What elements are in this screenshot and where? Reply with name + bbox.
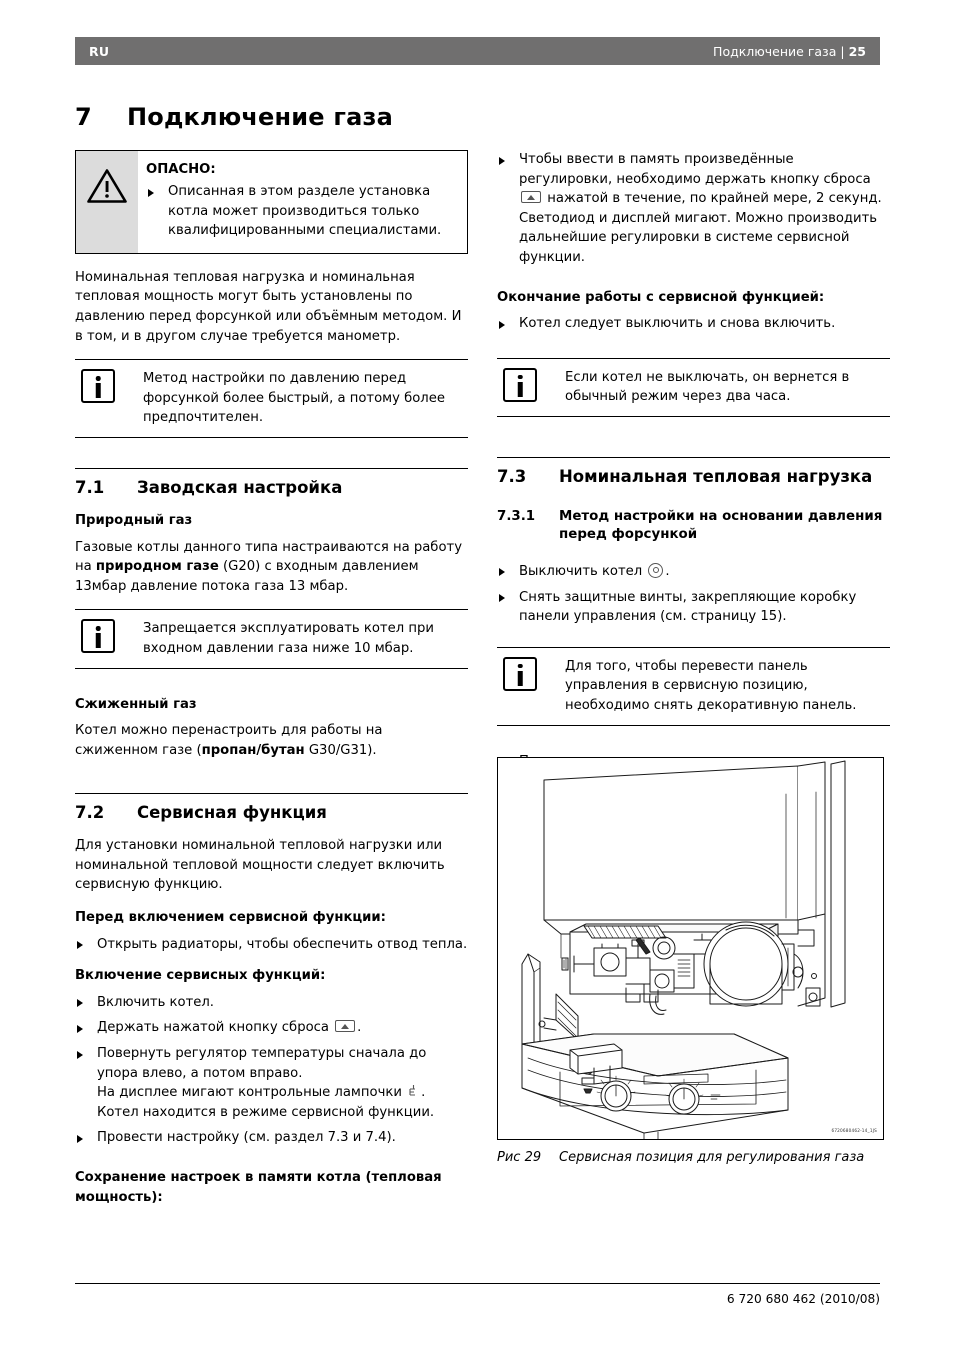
list-item (75, 935, 468, 955)
info-box-2-rule-bottom (75, 668, 468, 669)
section-71-heading (75, 478, 468, 497)
bullet-triangle-icon (77, 941, 83, 949)
info-box-1 (75, 359, 468, 438)
danger-title: ОПАСНО: (146, 162, 216, 177)
list-item-text: Включить котел. (97, 994, 215, 1010)
list-item-text: Котел следует выключить и снова включить. (519, 316, 836, 332)
natural-gas-bold: природном газе (95, 559, 219, 575)
section-731-number: 7.3.1 (497, 508, 536, 524)
section-731-bullets (497, 562, 890, 627)
list-item (75, 1018, 468, 1038)
info-icon (503, 368, 537, 402)
liquefied-gas-heading: Сжиженный газ (75, 696, 197, 712)
intro-paragraph: Номинальная тепловая нагрузка и номинальная тепловая мощность могут быть установлены по давлению перед форсункой или объёмным методом. И в том, и в другом случае требуется манометр. (75, 269, 462, 344)
section-73-title: Номинальная тепловая нагрузка (559, 466, 873, 486)
danger-icon-cell (76, 151, 138, 253)
section-72-number: 7.2 (75, 803, 105, 823)
info-box-4-rule-bottom (497, 725, 890, 726)
section-73-rule (497, 457, 890, 458)
chapter-number: 7 (75, 103, 92, 131)
bullet-triangle-icon (499, 568, 505, 576)
section-73-number: 7.3 (497, 466, 527, 486)
danger-text-cell (138, 151, 467, 253)
list-item-text: Снять защитные винты, закрепляющие коробку панели управления (см. страницу 15). (519, 589, 857, 625)
chapter-title-text: Подключение газа (127, 103, 394, 131)
info-box-2 (75, 609, 468, 668)
figure-caption (497, 1150, 897, 1165)
header-page-number: 25 (848, 43, 866, 59)
list-item-text: Открыть радиаторы, чтобы обеспечить отвод тепла. (97, 936, 468, 952)
right-column (497, 150, 890, 803)
list-item (497, 150, 890, 268)
reset-button-icon (521, 191, 541, 203)
info-box-3 (497, 358, 890, 417)
list-item (497, 314, 890, 334)
switch-on-service-heading: Включение сервисных функций: (75, 968, 326, 984)
list-item (75, 1044, 468, 1122)
bullet-triangle-icon (77, 1135, 83, 1143)
section-731-heading (497, 508, 890, 544)
memory-bullet-part2: нажатой в течение, по крайней мере, 2 секунд. Светодиод и дисплей мигают. Можно производить дальнейшие регулировки в системе сервисной функции. (519, 191, 882, 265)
section-72-rule (75, 793, 468, 794)
end-service-heading: Окончание работы с сервисной функцией: (497, 289, 825, 305)
bullet-triangle-icon (148, 189, 154, 197)
info-box-3-icon-cell (497, 368, 565, 407)
memory-bullet-list (497, 150, 890, 268)
header-section-title: Подключение газа (713, 43, 837, 59)
section-72-title: Сервисная функция (137, 803, 327, 823)
warning-triangle-icon (86, 167, 128, 205)
list-item-text-before: Держать нажатой кнопку сброса (97, 1020, 334, 1036)
bullet-triangle-icon (499, 594, 505, 602)
section-71-title: Заводская настройка (137, 477, 343, 497)
footer-document-number: 6 720 680 462 (2010/08) (726, 1292, 880, 1306)
boiler-service-position-illustration (498, 758, 883, 1139)
info-box-4 (497, 647, 890, 726)
info-box-4-text: Для того, чтобы перевести панель управления в сервисную позицию, необходимо снять декоративную панель. (565, 658, 857, 713)
danger-notice-box (75, 150, 468, 254)
natural-gas-heading: Природный газ (75, 512, 193, 528)
list-item (75, 993, 468, 1013)
section-731-title: Метод настройки на основании давления перед форсункой (559, 508, 883, 542)
info-icon (503, 657, 537, 691)
section-71-number: 7.1 (75, 477, 105, 497)
info-box-1-rule-bottom (75, 437, 468, 438)
liquefied-gas-bold: пропан/бутан (201, 742, 305, 758)
list-item (75, 1128, 468, 1148)
bullet-triangle-icon (77, 1025, 83, 1033)
section-72-intro: Для установки номинальной тепловой нагрузки или номинальной тепловой мощности следует включить сервисную функцию. (75, 838, 445, 893)
switch-on-service-bullets (75, 993, 468, 1148)
page-header (75, 37, 880, 65)
list-item-text-line1: Повернуть регулятор температуры сначала до упора влево, а потом вправо. (97, 1046, 427, 1081)
list-item-text-after: . (665, 563, 670, 579)
before-service-bullets (75, 935, 468, 955)
liquefied-gas-paragraph (75, 721, 468, 760)
info-box-1-icon-cell (75, 369, 143, 428)
list-item-text: Провести настройку (см. раздел 7.3 и 7.4). (97, 1130, 396, 1146)
info-box-3-rule-bottom (497, 416, 890, 417)
liquefied-gas-text-before: Котел можно перенастроить для работы на сжиженном газе ( (75, 723, 383, 758)
bullet-triangle-icon (77, 999, 83, 1007)
memory-bullet-part1: Чтобы ввести в память произведённые регулировки, необходимо держать кнопку сброса (519, 152, 871, 187)
figure-number: Рис 29 (497, 1150, 542, 1165)
indicator-lamp-icon (408, 1084, 419, 1099)
header-right-group (713, 44, 866, 59)
chapter-title (75, 103, 393, 131)
footer-rule (75, 1283, 880, 1284)
list-item-text-after: . (357, 1020, 362, 1036)
bullet-triangle-icon (77, 1051, 83, 1059)
danger-body-text: Описанная в этом разделе установка котла может производиться только квалифицированными специалистами. (168, 184, 442, 239)
list-item (497, 562, 890, 582)
section-72-heading (75, 803, 468, 822)
list-item-text-line2-before: На дисплее мигают контрольные лампочки (97, 1085, 407, 1101)
end-service-bullets (497, 314, 890, 334)
figure-image-code: 6720680462-14_1JS (831, 1128, 877, 1133)
reset-button-icon (335, 1020, 355, 1032)
list-item-text-before: Выключить котел (519, 563, 647, 579)
header-separator: | (840, 43, 845, 59)
danger-body (146, 182, 455, 241)
natural-gas-text-after: (G20) с входным давлением 13мбар давление потока газа 13 мбар. (75, 559, 419, 594)
bullet-triangle-icon (499, 157, 505, 165)
bullet-triangle-icon (499, 321, 505, 329)
left-column (75, 150, 468, 1214)
liquefied-gas-text-after: G30/G31). (304, 742, 377, 758)
figure-caption-text: Сервисная позиция для регулирования газа (559, 1150, 865, 1165)
before-service-heading: Перед включением сервисной функции: (75, 910, 386, 926)
header-language: RU (89, 43, 110, 59)
power-knob-icon (648, 563, 663, 578)
info-box-1-text: Метод настройки по давлению перед форсункой более быстрый, а потому более предпочтителен. (143, 371, 445, 426)
figure-image-box (497, 757, 884, 1140)
section-73-heading (497, 467, 890, 486)
info-box-3-text: Если котел не выключать, он вернется в обычный режим через два часа. (565, 369, 850, 405)
info-box-4-icon-cell (497, 657, 565, 716)
section-71-rule (75, 468, 468, 469)
list-item-text-line2-after: . Котел находится в режиме сервисной функции. (97, 1085, 435, 1120)
natural-gas-text-before: Газовые котлы данного типа настраиваются на работу на (75, 539, 462, 575)
info-box-2-icon-cell (75, 619, 143, 658)
info-icon (81, 619, 115, 653)
list-item (497, 588, 890, 627)
info-box-2-text: Запрещается эксплуатировать котел при входном давлении газа ниже 10 мбар. (143, 621, 434, 656)
info-icon (81, 369, 115, 403)
natural-gas-paragraph (75, 538, 468, 597)
save-settings-heading: Сохранение настроек в памяти котла (тепловая мощность): (75, 1170, 442, 1205)
